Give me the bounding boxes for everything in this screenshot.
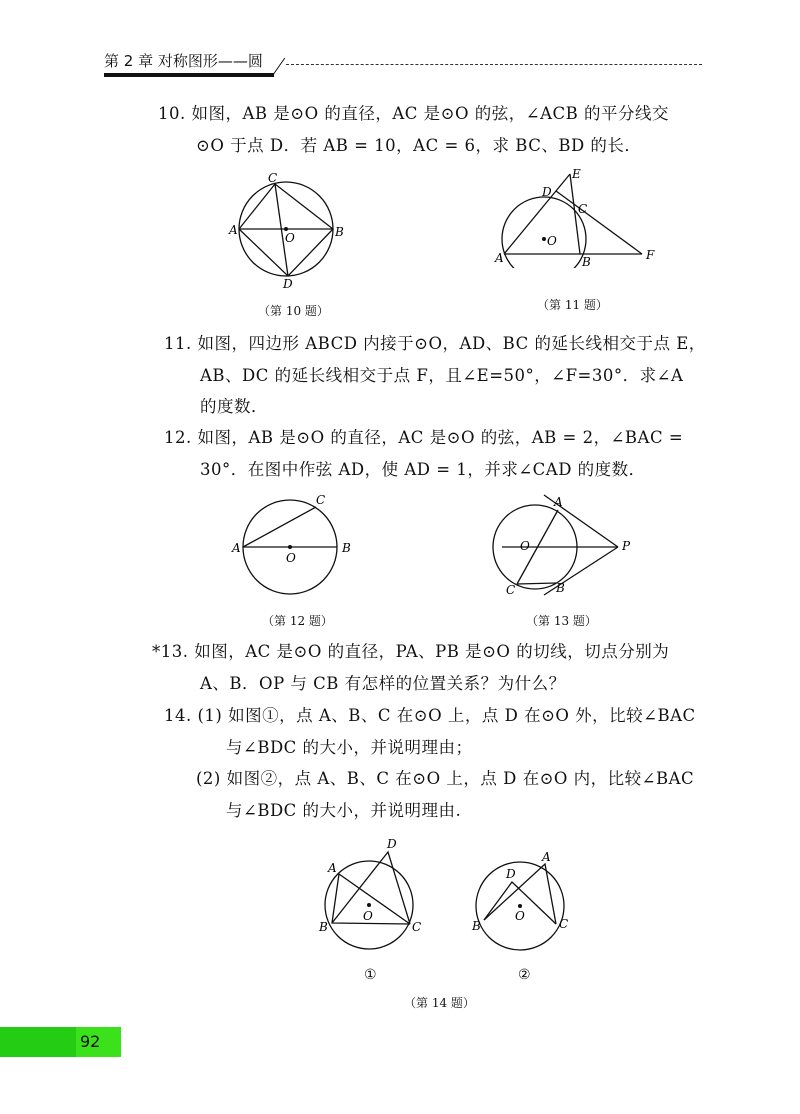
problem-11-line-3: 的度数． [200, 397, 268, 416]
label-C: C [268, 171, 278, 185]
label-A: A [495, 251, 504, 265]
header-dashed-rule [286, 64, 702, 65]
label-A: A [229, 223, 238, 237]
label-O: O [285, 231, 295, 245]
label-B: B [342, 541, 351, 555]
caption-figure-10: （第 10 题） [258, 304, 329, 318]
chapter-header: 第 2 章 对称图形——圆 [104, 52, 263, 70]
problem-13-line-1: *13. 如图，AC 是⊙O 的直径，PA、PB 是⊙O 的切线，切点分别为 [152, 642, 670, 661]
label-B: B [556, 581, 565, 595]
label-O: O [286, 551, 296, 565]
figure-14-1-label: ① [364, 967, 377, 983]
problem-14-line-1: 14. (1) 如图①，点 A、B、C 在⊙O 上，点 D 在⊙O 外，比较∠BAC [164, 706, 696, 725]
figure-12 [228, 490, 358, 610]
header-underline [104, 73, 274, 77]
label-C: C [559, 917, 569, 931]
figure-14-1 [315, 836, 430, 956]
label-A: A [554, 495, 563, 509]
label-O: O [547, 234, 557, 248]
caption-figure-11: （第 11 题） [537, 298, 608, 312]
page-number: 92 [80, 1032, 101, 1051]
problem-14-line-3: (2) 如图②，点 A、B、C 在⊙O 上，点 D 在⊙O 内，比较∠BAC [196, 769, 695, 788]
problem-10-line-1: 10. 如图，AB 是⊙O 的直径，AC 是⊙O 的弦，∠ACB 的平分线交 [158, 104, 669, 123]
label-B: B [472, 919, 481, 933]
problem-12-line-1: 12. 如图，AB 是⊙O 的直径，AC 是⊙O 的弦，AB = 2，∠BAC = [164, 428, 684, 447]
label-C: C [506, 583, 516, 597]
figure-14-2-label: ② [518, 967, 531, 983]
problem-10-line-2: ⊙O 于点 D．若 AB = 10，AC = 6，求 BC、BD 的长． [196, 136, 642, 155]
label-C: C [316, 493, 326, 507]
label-D: D [283, 277, 293, 290]
label-D: D [387, 837, 397, 851]
problem-12-line-2: 30°．在图中作弦 AD，使 AD = 1，并求∠CAD 的度数． [200, 460, 646, 479]
label-A: A [328, 861, 337, 875]
header-slash [272, 58, 285, 77]
label-P: P [622, 539, 631, 553]
problem-13-line-2: A、B．OP 与 CB 有怎样的位置关系？为什么？ [200, 674, 566, 693]
problem-14-line-2: 与∠BDC 的大小，并说明理由； [226, 738, 473, 757]
figure-13 [492, 492, 642, 607]
label-B: B [582, 255, 591, 268]
caption-figure-13: （第 13 题） [526, 614, 597, 628]
label-D: D [542, 185, 552, 199]
label-O: O [363, 909, 373, 923]
label-O: O [520, 539, 530, 553]
figure-14-2 [468, 848, 583, 958]
problem-14-line-4: 与∠BDC 的大小，并说明理由. [226, 801, 462, 820]
label-A: A [542, 850, 551, 864]
label-B: B [319, 920, 328, 934]
page-number-box [0, 1027, 121, 1057]
figure-11 [492, 168, 662, 268]
label-B: B [335, 225, 344, 239]
label-E: E [572, 168, 581, 181]
problem-11-line-1: 11. 如图，四边形 ABCD 内接于⊙O，AD、BC 的延长线相交于点 E， [164, 334, 706, 353]
caption-figure-12: （第 12 题） [262, 614, 333, 628]
label-D: D [506, 867, 516, 881]
problem-11-line-2: AB、DC 的延长线相交于点 F，且∠E=50°，∠F=30°．求∠A [200, 366, 684, 385]
label-A: A [232, 541, 241, 555]
label-F: F [646, 248, 655, 262]
label-C: C [578, 202, 588, 216]
figure-10 [225, 170, 355, 290]
caption-figure-14: （第 14 题） [404, 996, 475, 1010]
label-O: O [515, 909, 525, 923]
label-C: C [412, 920, 422, 934]
